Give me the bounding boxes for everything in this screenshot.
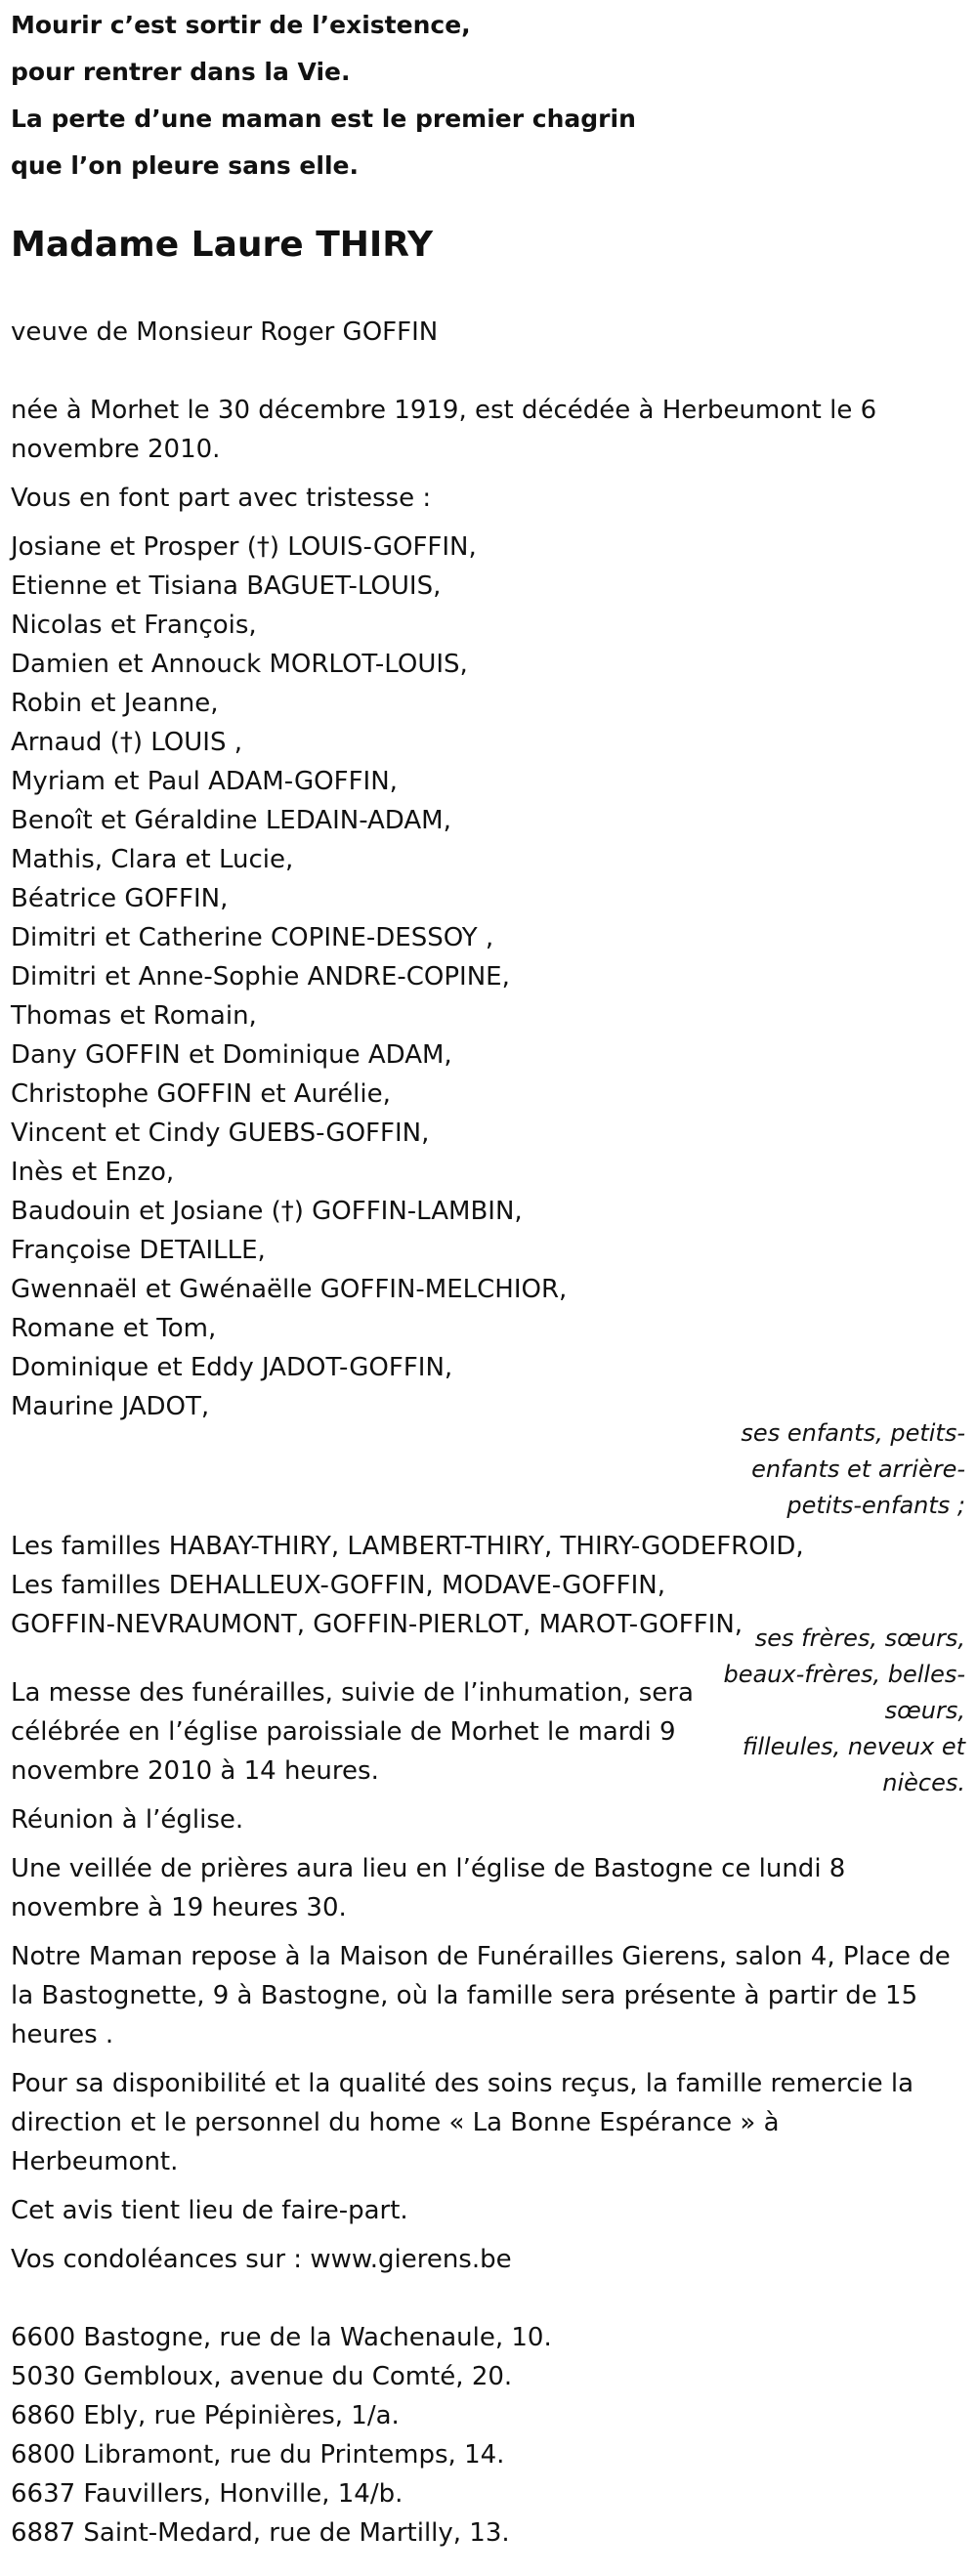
birth-line: née à Morhet le 30 décembre 1919, est décédée à Herbeumont le 6 <box>11 396 877 425</box>
address-line: 6600 Bastogne, rue de la Wachenaule, 10. <box>11 2323 552 2352</box>
deceased-name: Madame Laure THIRY <box>11 225 434 265</box>
family-member: Dany GOFFIN et Dominique ADAM, <box>11 1040 452 1070</box>
family-member: Romane et Tom, <box>11 1314 217 1343</box>
children-note: petits-enfants ; <box>786 1492 965 1519</box>
family-member: Françoise DETAILLE, <box>11 1236 266 1265</box>
poem-line: pour rentrer dans la Vie. <box>11 58 351 86</box>
family-member: Nicolas et François, <box>11 611 257 640</box>
poem-line: Mourir c’est sortir de l’existence, <box>11 11 471 39</box>
siblings-note: filleules, neveux et <box>742 1733 965 1760</box>
family-member: Benoît et Géraldine LEDAIN-ADAM, <box>11 806 451 835</box>
condolences-line: Vos condoléances sur : www.gierens.be <box>11 2245 512 2274</box>
siblings-note: sœurs, <box>884 1697 965 1724</box>
families-line: GOFFIN-NEVRAUMONT, GOFFIN-PIERLOT, MAROT-GOFFIN, <box>11 1610 743 1639</box>
family-member: Dominique et Eddy JADOT-GOFFIN, <box>11 1353 453 1382</box>
vigil-line: novembre à 19 heures 30. <box>11 1893 347 1922</box>
family-member: Christophe GOFFIN et Aurélie, <box>11 1079 391 1109</box>
family-member: Vincent et Cindy GUEBS-GOFFIN, <box>11 1119 430 1148</box>
thanks-line: direction et le personnel du home « La Bonne Espérance » à <box>11 2108 780 2137</box>
funeral-line: célébrée en l’église paroissiale de Morhet le mardi 9 <box>11 1717 676 1747</box>
children-note: enfants et arrière- <box>751 1456 965 1483</box>
family-member: Robin et Jeanne, <box>11 689 219 718</box>
address-line: 6860 Ebly, rue Pépinières, 1/a. <box>11 2401 400 2430</box>
family-member: Arnaud (†) LOUIS , <box>11 728 242 757</box>
family-member: Baudouin et Josiane (†) GOFFIN-LAMBIN, <box>11 1197 523 1226</box>
address-line: 5030 Gembloux, avenue du Comté, 20. <box>11 2362 513 2391</box>
notice-line: Cet avis tient lieu de faire-part. <box>11 2196 408 2225</box>
family-member: Inès et Enzo, <box>11 1158 175 1187</box>
family-member: Gwennaël et Gwénaëlle GOFFIN-MELCHIOR, <box>11 1275 568 1304</box>
spouse-line: veuve de Monsieur Roger GOFFIN <box>11 317 439 347</box>
address-line: 6887 Saint-Medard, rue de Martilly, 13. <box>11 2518 510 2548</box>
address-line: 6800 Libramont, rue du Printemps, 14. <box>11 2440 505 2470</box>
rest-line: Notre Maman repose à la Maison de Funérailles Gierens, salon 4, Place de <box>11 1942 951 1971</box>
rest-line: la Bastognette, 9 à Bastogne, où la famille sera présente à partir de 15 <box>11 1981 918 2010</box>
family-member: Josiane et Prosper (†) LOUIS-GOFFIN, <box>11 532 477 562</box>
reunion-line: Réunion à l’église. <box>11 1805 244 1835</box>
siblings-note: ses frères, sœurs, <box>754 1625 965 1652</box>
poem-line: La perte d’une maman est le premier chagrin <box>11 105 636 133</box>
poem-line: que l’on pleure sans elle. <box>11 151 359 180</box>
rest-line: heures . <box>11 2020 114 2049</box>
family-member: Mathis, Clara et Lucie, <box>11 845 294 874</box>
children-note: ses enfants, petits- <box>741 1419 965 1447</box>
family-member: Myriam et Paul ADAM-GOFFIN, <box>11 767 398 796</box>
thanks-line: Pour sa disponibilité et la qualité des soins reçus, la famille remercie la <box>11 2069 914 2098</box>
family-member: Dimitri et Anne-Sophie ANDRE-COPINE, <box>11 962 510 992</box>
funeral-line: La messe des funérailles, suivie de l’inhumation, sera <box>11 1678 694 1708</box>
siblings-note: beaux-frères, belles- <box>723 1661 965 1688</box>
intro-line: Vous en font part avec tristesse : <box>11 484 432 513</box>
family-member: Maurine JADOT, <box>11 1392 210 1421</box>
birth-line: novembre 2010. <box>11 435 221 464</box>
family-member: Damien et Annouck MORLOT-LOUIS, <box>11 650 468 679</box>
address-line: 6637 Fauvillers, Honville, 14/b. <box>11 2479 404 2509</box>
families-line: Les familles DEHALLEUX-GOFFIN, MODAVE-GOFFIN, <box>11 1571 665 1600</box>
family-member: Béatrice GOFFIN, <box>11 884 229 913</box>
siblings-note: nièces. <box>882 1769 965 1796</box>
family-member: Dimitri et Catherine COPINE-DESSOY , <box>11 923 494 952</box>
vigil-line: Une veillée de prières aura lieu en l’église de Bastogne ce lundi 8 <box>11 1854 846 1883</box>
families-line: Les familles HABAY-THIRY, LAMBERT-THIRY, THIRY-GODEFROID, <box>11 1532 804 1561</box>
family-member: Thomas et Romain, <box>11 1001 257 1031</box>
thanks-line: Herbeumont. <box>11 2147 179 2176</box>
funeral-line: novembre 2010 à 14 heures. <box>11 1756 379 1786</box>
family-member: Etienne et Tisiana BAGUET-LOUIS, <box>11 571 442 601</box>
